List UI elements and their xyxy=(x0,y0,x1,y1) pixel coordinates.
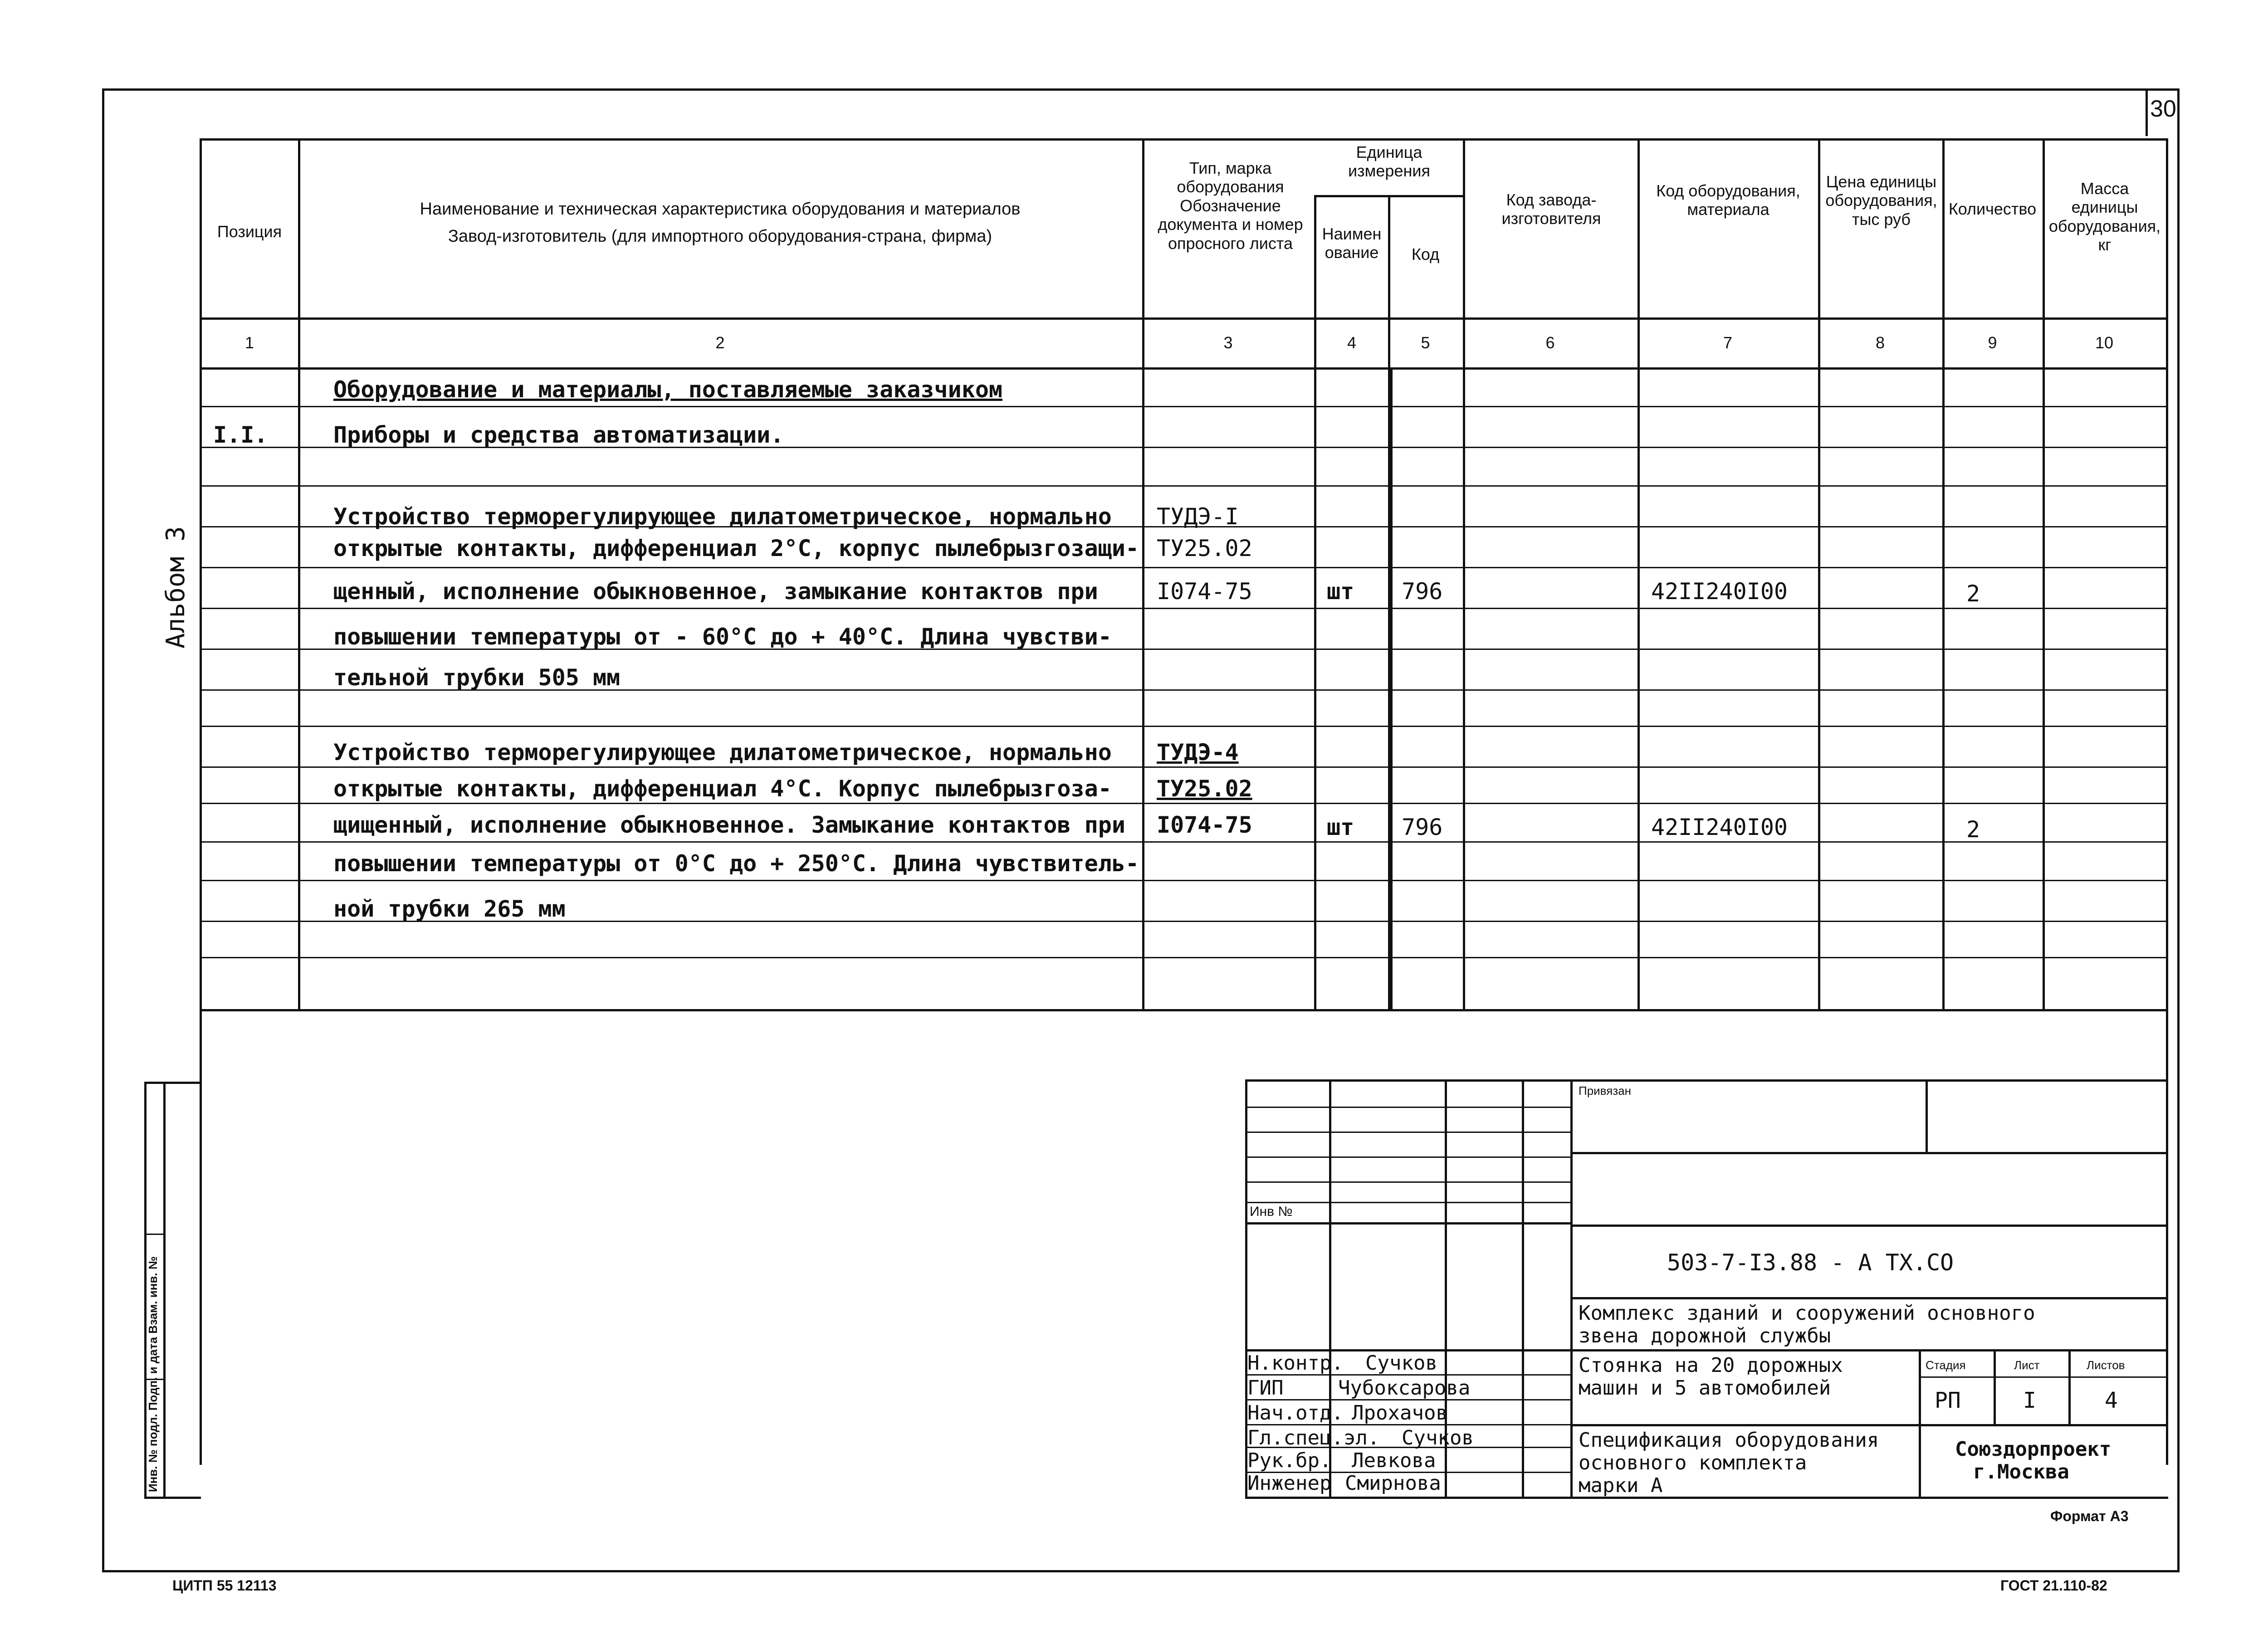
signer-5-name: Смирнова xyxy=(1345,1472,1441,1495)
org-line2: г.Москва xyxy=(1973,1460,2069,1483)
header-unit-name: Наименование xyxy=(1322,224,1382,262)
signer-1-name: Чубоксарова xyxy=(1338,1376,1471,1400)
row-5-eqcode: 42II240I00 xyxy=(1651,578,1788,605)
frame-top-line xyxy=(102,88,2180,91)
page-number-box xyxy=(2146,88,2148,136)
row-rule xyxy=(200,957,2166,958)
spec-line1: Спецификация оборудования xyxy=(1579,1429,1879,1452)
stage-label: Стадия xyxy=(1926,1358,1966,1372)
title-block-rule xyxy=(1245,1202,1570,1203)
row-11-code: 796 xyxy=(1402,814,1443,840)
header-position: Позиция xyxy=(217,222,282,241)
row-rule xyxy=(200,726,2166,727)
side-album-label: Альбом 3 xyxy=(161,526,191,649)
colnum-4: 4 xyxy=(1347,333,1357,352)
row-rule xyxy=(200,766,2166,768)
signer-3-role: Гл.спец.эл. xyxy=(1247,1426,1380,1449)
row-rule xyxy=(200,608,2166,609)
colnum-7: 7 xyxy=(1723,333,1733,352)
row-5-name: щенный, исполнение обыкновенное, замыкание контактов при xyxy=(333,578,1098,605)
row-rule xyxy=(200,880,2166,881)
header-price: Цена единицы оборудования, тыс руб xyxy=(1825,172,1937,229)
complex-line2: звена дорожной службы xyxy=(1579,1324,1831,1347)
privyazan-label: Привязан xyxy=(1579,1084,1632,1098)
row-9-type: ТУДЭ-4 xyxy=(1157,739,1239,766)
row-rule xyxy=(200,406,2166,407)
format-label: Формат А3 xyxy=(2050,1508,2129,1524)
spec-line3: марки А xyxy=(1579,1474,1663,1497)
complex-line1: Комплекс зданий и сооружений основного xyxy=(1579,1302,2035,1325)
footer-right: ГОСТ 21.110-82 xyxy=(2000,1577,2107,1594)
object-line2: машин и 5 автомобилей xyxy=(1579,1376,1831,1400)
colnum-3: 3 xyxy=(1223,333,1233,352)
row-11-name: щищенный, исполнение обыкновенное. Замыкание контактов при xyxy=(333,812,1125,838)
header-quantity: Количество xyxy=(1948,200,2037,218)
inv-no-label: Инв № xyxy=(1250,1204,1293,1219)
row-1-pos: I.I. xyxy=(213,422,268,448)
row-5-code: 796 xyxy=(1402,578,1443,605)
title-block-rule xyxy=(1245,1107,1570,1108)
row-11-qty: 2 xyxy=(1966,816,1980,843)
object-line1: Стоянка на 20 дорожных xyxy=(1579,1354,1843,1377)
signer-4-role: Рук.бр. xyxy=(1247,1449,1332,1472)
header-type: Тип, марка оборудования Обозначение документа и номер опросного листа xyxy=(1158,159,1303,253)
row-7-name: тельной трубки 505 мм xyxy=(333,664,621,691)
signer-2-name: Лрохачов xyxy=(1352,1401,1448,1425)
frame-bottom-line xyxy=(102,1570,2180,1572)
signer-0-name: Сучков xyxy=(1365,1351,1437,1375)
left-stamp-label: Инв. № подл. Подп. и дата Взам. инв. № xyxy=(146,1256,160,1492)
header-unit-group: Единица измерения xyxy=(1348,143,1430,181)
row-rule xyxy=(200,841,2166,843)
header-name-line1: Наименование и техническая характеристика оборудования и материалов xyxy=(420,200,1021,219)
colnum-6: 6 xyxy=(1545,333,1555,352)
row-5-unit: шт xyxy=(1327,578,1354,605)
signer-4-name: Левкова xyxy=(1352,1449,1436,1472)
title-block-rule xyxy=(1245,1181,1570,1183)
row-5-qty: 2 xyxy=(1966,581,1980,607)
title-block-rule xyxy=(1245,1156,1570,1158)
row-10-name: открытые контакты, дифференциал 4°С. Корпус пылебрызгоза- xyxy=(333,776,1112,802)
row-13-name: ной трубки 265 мм xyxy=(333,896,566,922)
sheets-value: 4 xyxy=(2105,1388,2118,1413)
signer-0-role: Н.контр. xyxy=(1247,1351,1344,1375)
signer-1-role: ГИП xyxy=(1247,1376,1284,1400)
signer-2-role: Нач.отд. xyxy=(1247,1401,1344,1425)
stage-value: РП xyxy=(1935,1388,1961,1413)
row-5-type: I074-75 xyxy=(1157,578,1252,605)
header-plant-code: Код завода-изготовителя xyxy=(1501,190,1601,228)
row-4-type: ТУ25.02 xyxy=(1157,535,1252,561)
row-4-name: открытые контакты, дифференциал 2°С, корпус пылебрызгозащи- xyxy=(333,535,1139,561)
row-6-name: повышении температуры от - 60°С до + 40°С. Длина чувстви- xyxy=(333,624,1112,650)
sheets-label: Листов xyxy=(2087,1358,2125,1372)
header-mass: Масса единицы оборудования, кг xyxy=(2048,179,2161,254)
header-unit-code: Код xyxy=(1411,245,1440,263)
row-1-name: Приборы и средства автоматизации. xyxy=(333,422,784,448)
sheet-value: I xyxy=(2023,1388,2036,1413)
row-12-name: повышении температуры от 0°С до + 250°С. Длина чувствитель- xyxy=(333,850,1139,877)
footer-left: ЦИТП 55 12113 xyxy=(172,1577,277,1594)
title-block-rule xyxy=(1245,1132,1570,1133)
org-line1: Союздорпроект xyxy=(1955,1438,2112,1461)
colnum-5: 5 xyxy=(1421,333,1430,352)
spec-line2: основного комплекта xyxy=(1579,1451,1807,1474)
colnum-2: 2 xyxy=(715,333,725,352)
colnum-9: 9 xyxy=(1988,333,1997,352)
row-10-type: ТУ25.02 xyxy=(1157,776,1252,802)
frame-right-line xyxy=(2177,88,2180,1571)
page-number: 30 xyxy=(2150,96,2176,122)
row-rule xyxy=(200,803,2166,804)
signer-5-role: Инженер xyxy=(1247,1472,1332,1495)
row-0-name: Оборудование и материалы, поставляемые заказчиком xyxy=(333,376,1003,403)
colnum-1: 1 xyxy=(244,333,254,352)
header-name-line2: Завод-изготовитель (для импортного оборудования-страна, фирма) xyxy=(448,227,992,246)
colnum-8: 8 xyxy=(1875,333,1885,352)
row-3-name: Устройство терморегулирующее дилатометрическое, нормально xyxy=(333,503,1112,530)
row-rule xyxy=(200,485,2166,487)
header-equipment-code: Код оборудования, материала xyxy=(1656,181,1800,219)
frame-left-line xyxy=(102,88,104,1571)
signer-3-name: Сучков xyxy=(1402,1426,1474,1449)
colnum-10: 10 xyxy=(2095,333,2114,352)
row-3-type: ТУДЭ-I xyxy=(1157,503,1239,530)
row-rule xyxy=(200,567,2166,568)
row-11-type: I074-75 xyxy=(1157,812,1252,838)
row-11-unit: шт xyxy=(1327,814,1354,840)
doc-code: 503-7-I3.88 - А ТХ.СО xyxy=(1667,1249,1954,1276)
row-9-name: Устройство терморегулирующее дилатометрическое, нормально xyxy=(333,739,1112,766)
row-11-eqcode: 42II240I00 xyxy=(1651,814,1788,840)
sheet-label: Лист xyxy=(2014,1358,2040,1372)
